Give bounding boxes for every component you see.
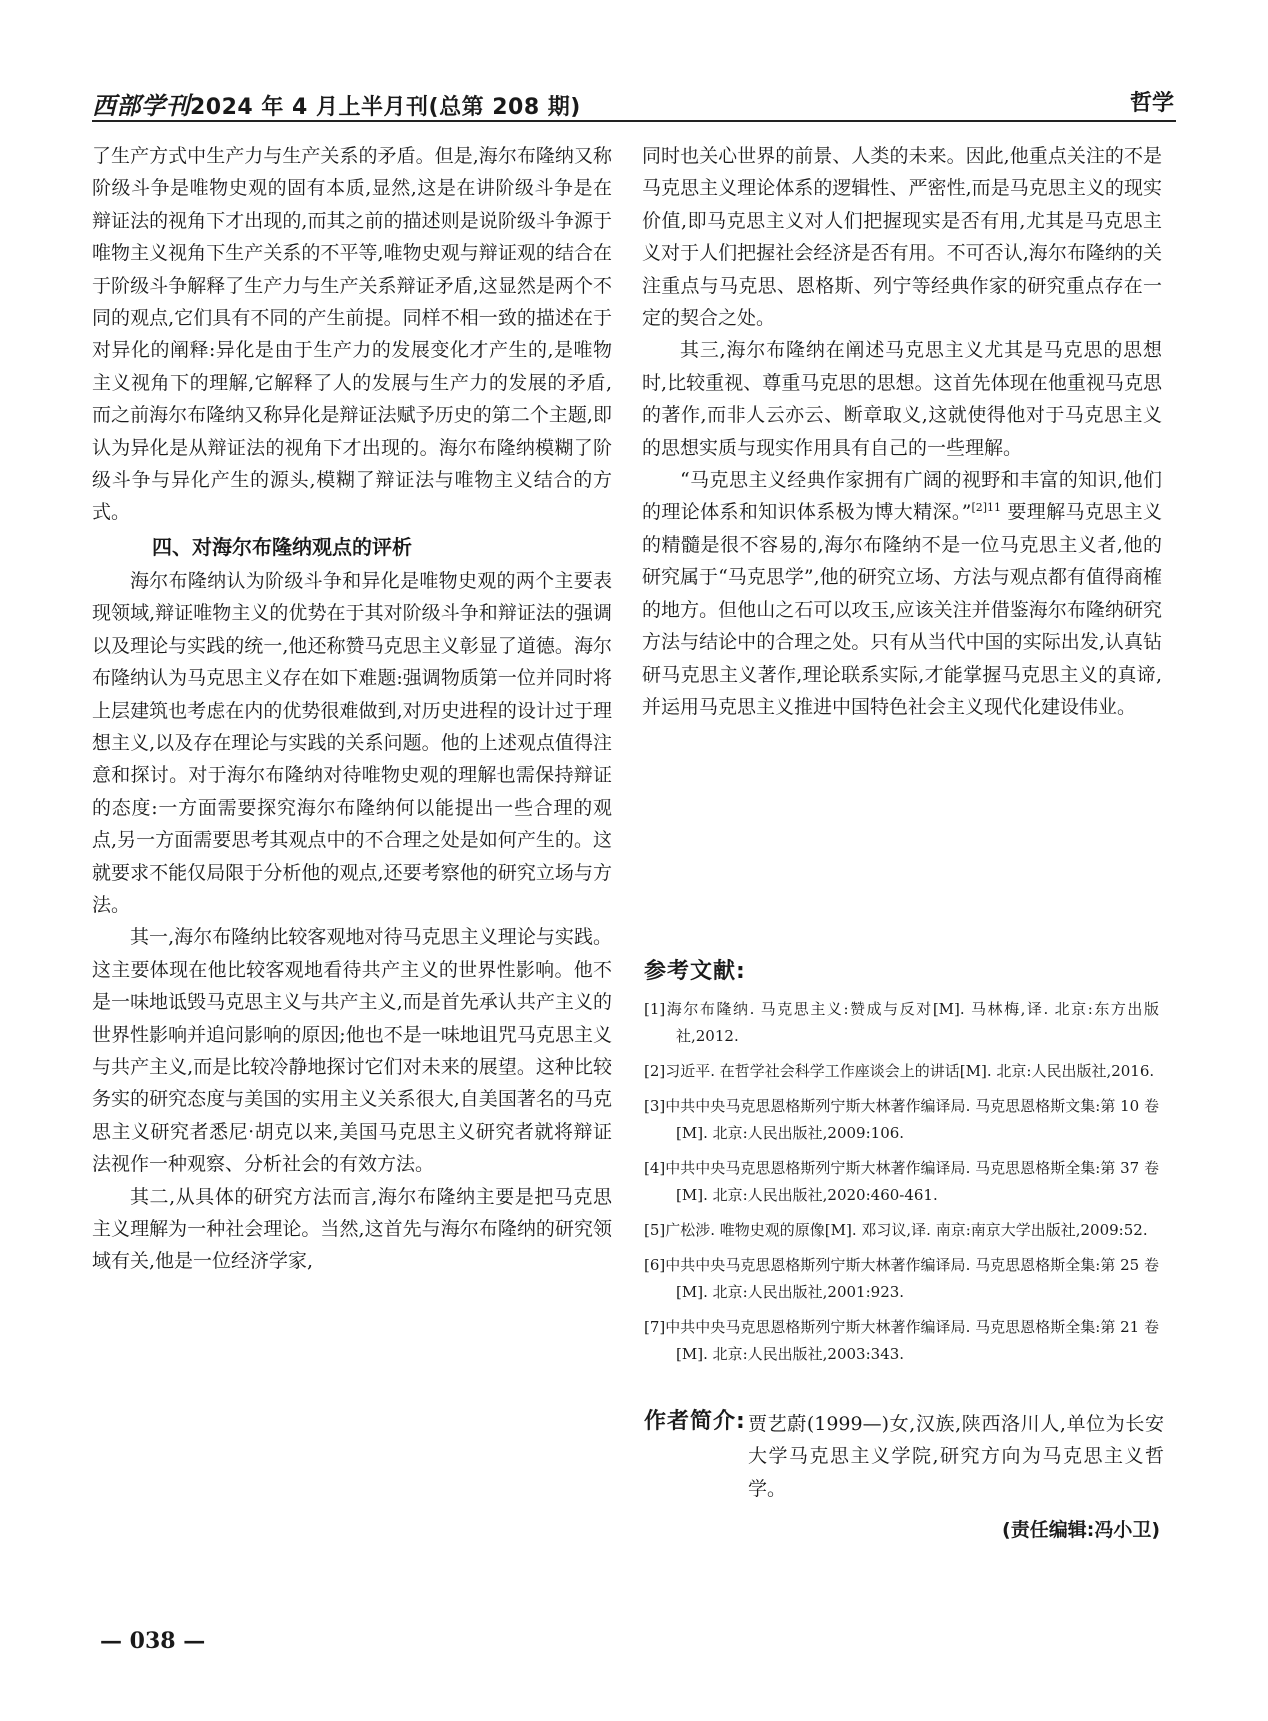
paragraph: 其一,海尔布隆纳比较客观地对待马克思主义理论与实践。这主要体现在他比较客观地看待共产主义的世界性影响。他不是一味地诋毁马克思主义与共产主义,而是首先承认共产主义的世界性影响并追问影响的原因;他也不是一味地诅咒马克思主义与共产主义,而是比较冷静地探讨它们对未来的展望。这种比较务实的研究态度与美国的实用主义关系很大,自美国著名的马克思主义研究者悉尼·胡克以来,美国马克思主义研究者就将辩证法视作一种观察、分析社会的有效方法。 xyxy=(92,926,612,1176)
paragraph xyxy=(642,464,1162,723)
left-column xyxy=(92,140,612,1278)
responsible-editor: (责任编辑:冯小卫) xyxy=(1002,1519,1160,1541)
paragraph-continued: 了生产方式中生产力与生产关系的矛盾。但是,海尔布隆纳又称阶级斗争是唯物史观的固有本质,显然,这是在讲阶级斗争是在辩证法的视角下才出现的,而其之前的描述则是说阶级斗争源于唯物主义视角下生产关系的不平等,唯物史观与辩证观的结合在于阶级斗争解释了生产力与生产关系辩证矛盾,这显然是两个不同的观点,它们具有不同的产生前提。同样不相一致的描述在于对异化的阐释:异化是由于生产力的发展变化才产生的,是唯物主义视角下的理解,它解释了人的发展与生产力的发展的矛盾,而之前海尔布隆纳又称异化是辩证法赋予历史的第二个主题,即认为异化是从辩证法的视角下才出现的。海尔布隆纳模糊了阶级斗争与异化产生的源头,模糊了辩证法与唯物主义结合的方式。 xyxy=(92,145,612,524)
reference-item: [1]海尔布隆纳. 马克思主义:赞成与反对[M]. 马林梅,译. 北京:东方出版社,2012. xyxy=(644,1000,1159,1045)
reference-item: [6]中共中央马克思恩格斯列宁斯大林著作编译局. 马克思恩格斯全集:第 25 卷[M]. 北京:人民出版社,2001:923. xyxy=(644,1256,1159,1301)
reference-item: [7]中共中央马克思恩格斯列宁斯大林著作编译局. 马克思恩格斯全集:第 21 卷[M]. 北京:人民出版社,2003:343. xyxy=(644,1318,1159,1363)
page-number: — 038 — xyxy=(100,1628,206,1654)
author-bio xyxy=(644,1408,1164,1505)
journal-masthead xyxy=(92,86,581,121)
author-bio-label: 作者简介: xyxy=(644,1409,746,1434)
section-label: 哲学 xyxy=(1129,91,1174,116)
section-heading: 四、对海尔布隆纳观点的评析 xyxy=(152,534,412,559)
issue-info: 2024 年 4 月上半月刊(总第 208 期) xyxy=(190,95,581,120)
citation-marker: [2]11 xyxy=(971,501,1002,515)
running-header xyxy=(92,86,1176,122)
quotation: “马克思主义经典作家拥有广阔的视野和丰富的知识,他们的理论体系和知识体系极为博大精深。” xyxy=(642,469,1162,524)
reference-list xyxy=(644,996,1159,1376)
author-bio-text: 贾艺蔚(1999—)女,汉族,陕西洛川人,单位为长安大学马克思主义学院,研究方向为马克思主义哲学。 xyxy=(748,1413,1164,1500)
paragraph: 海尔布隆纳认为阶级斗争和异化是唯物史观的两个主要表现领域,辩证唯物主义的优势在于其对阶级斗争和辩证法的强调以及理论与实践的统一,他还称赞马克思主义彰显了道德。海尔布隆纳认为马克思主义存在如下难题:强调物质第一位并同时将上层建筑也考虑在内的优势很难做到,对历史进程的设计过于理想主义,以及存在理论与实践的关系问题。他的上述观点值得注意和探讨。对于海尔布隆纳对待唯物史观的理解也需保持辩证的态度:一方面需要探究海尔布隆纳何以能提出一些合理的观点,另一方面需要思考其观点中的不合理之处是如何产生的。这就要求不能仅局限于分析他的观点,还要考察他的研究立场与方法。 xyxy=(92,569,612,916)
reference-item: [3]中共中央马克思恩格斯列宁斯大林著作编译局. 马克思恩格斯文集:第 10 卷[M]. 北京:人民出版社,2009:106. xyxy=(644,1097,1159,1142)
reference-item: [2]习近平. 在哲学社会科学工作座谈会上的讲话[M]. 北京:人民出版社,2016. xyxy=(644,1062,1155,1080)
paragraph-text: 要理解马克思主义的精髓是很不容易的,海尔布隆纳不是一位马克思主义者,他的研究属于“马克思学”,他的研究立场、方法与观点都有值得商榷的地方。但他山之石可以攻玉,应该关注并借鉴海尔布隆纳研究方法与结论中的合理之处。只有从当代中国的实际出发,认真钻研马克思主义著作,理论联系实际,才能掌握马克思主义的真谛,并运用马克思主义推进中国特色社会主义现代化建设伟业。 xyxy=(642,501,1162,718)
reference-item: [4]中共中央马克思恩格斯列宁斯大林著作编译局. 马克思恩格斯全集:第 37 卷[M]. 北京:人民出版社,2020:460-461. xyxy=(644,1159,1159,1204)
journal-logo: 西部学刊 xyxy=(92,91,190,120)
reference-item: [5]广松涉. 唯物史观的原像[M]. 邓习议,译. 南京:南京大学出版社,2009:52. xyxy=(644,1221,1148,1239)
right-column xyxy=(642,140,1162,723)
paragraph: 其二,从具体的研究方法而言,海尔布隆纳主要是把马克思主义理解为一种社会理论。当然,这首先与海尔布隆纳的研究领域有关,他是一位经济学家, xyxy=(92,1185,612,1273)
paragraph-continued: 同时也关心世界的前景、人类的未来。因此,他重点关注的不是马克思主义理论体系的逻辑性、严密性,而是马克思主义的现实价值,即马克思主义对人们把握现实是否有用,尤其是马克思主义对于人们把握社会经济是否有用。不可否认,海尔布隆纳的关注重点与马克思、恩格斯、列宁等经典作家的研究重点存在一定的契合之处。 xyxy=(642,145,1162,330)
paragraph: 其三,海尔布隆纳在阐述马克思主义尤其是马克思的思想时,比较重视、尊重马克思的思想。这首先体现在他重视马克思的著作,而非人云亦云、断章取义,这就使得他对于马克思主义的思想实质与现实作用具有自己的一些理解。 xyxy=(642,339,1162,459)
references-title: 参考文献: xyxy=(644,959,746,984)
